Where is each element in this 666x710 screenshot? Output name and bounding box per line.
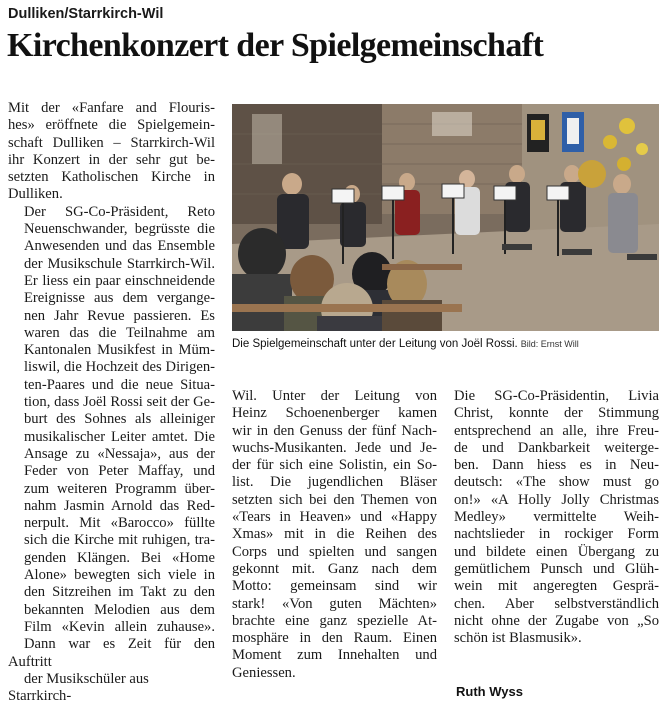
text-line: schön ist Blasmusik». — [454, 630, 582, 647]
text-line: list. Die jugendlichen Bläser — [232, 474, 437, 491]
text-line: ten-Paares und die neue Situa- — [24, 376, 215, 393]
text-line: Er liess ein paar einschneidende — [24, 272, 215, 289]
article-kicker: Dulliken/Starrkirch-Wil — [8, 6, 164, 22]
text-line: «Tears in Heaven» und «Happy — [232, 509, 437, 526]
text-line: de und Dankbarkeit weiterge- — [454, 439, 659, 456]
article-author: Ruth Wyss — [456, 684, 523, 699]
text-line: gemütlichem Punsch und Glüh- — [454, 560, 659, 577]
text-line: Mit der «Fanfare and Flouris- — [8, 100, 215, 116]
text-line: nicht ohne der Zugabe von „So — [454, 612, 659, 629]
text-line: chen. Aber selbstverständlich — [454, 595, 659, 612]
text-line: ihr Konzert in der sehr gut be- — [8, 151, 215, 168]
text-line: stark! «Von guten Mächten» — [232, 595, 437, 612]
text-line: Corps und spielten und sangen — [232, 543, 437, 560]
text-line: mosphäre in den Raum. Einen — [232, 630, 437, 647]
text-line: nahm Jasmin Arnold das Red- — [24, 497, 215, 514]
text-line: Xmas» mit in die Reihen des — [232, 526, 437, 543]
text-line: liswil, die Hochzeit des Dirigen- — [24, 359, 215, 376]
article-column-2 — [232, 388, 437, 682]
text-line: wein mit angeregten Gesprä- — [454, 578, 659, 595]
text-line: Film «Kevin allein zuhause». — [24, 618, 215, 635]
text-line: genden Klängen. Bei «Home — [24, 549, 215, 566]
text-line: wuchs-Musikanten. Jede und Je- — [232, 439, 437, 456]
article-column-1 — [8, 100, 215, 705]
caption-text: Die Spielgemeinschaft unter der Leitung von Joël Rossi. — [232, 338, 518, 350]
text-line: setzten sich bei den Themen von — [232, 491, 437, 508]
text-line: der für sich eine Solistin, ein So- — [232, 457, 437, 474]
photo-credit: Bild: Ernst Will — [520, 339, 579, 349]
text-line: deutsch: «The show must go — [454, 474, 659, 491]
text-line: setzten Katholischen Kirche in — [8, 169, 215, 186]
text-line: burt des Sohnes als alleiniger — [24, 411, 215, 428]
text-line: on!» «A Holly Jolly Christmas — [454, 491, 659, 508]
text-line: Dulliken. — [8, 186, 63, 203]
article-column-3 — [454, 388, 659, 647]
text-line: der Musikschüler aus Starrkirch- — [8, 670, 149, 705]
text-line: Christ, konnte der Stimmung — [454, 405, 659, 422]
text-line: den Sitzreihen im Takt zu den — [24, 584, 215, 601]
text-line: Moment zum Innehalten und — [232, 647, 437, 664]
text-line: Neuenschwander, begrüsste die — [24, 221, 215, 238]
text-line: gekonnt mit. Ganz nach dem — [232, 560, 437, 577]
text-line: bekannten Melodien aus dem — [24, 601, 215, 618]
text-line: nachtslieder in rockiger Form — [454, 526, 659, 543]
text-line: tion, dass Joël Rossi seit der Ge- — [24, 394, 215, 411]
text-line: Ereignisse aus dem vergange- — [24, 290, 215, 307]
text-line: Anwesenden und das Ensemble — [24, 238, 215, 255]
text-line: Kantonalen Musikfest in Müm- — [24, 342, 215, 359]
text-line: zum weiteren Programm über- — [24, 480, 215, 497]
text-line: Die SG-Co-Präsidentin, Livia — [454, 388, 659, 404]
text-line: sich die Kirche mit ruhigen, tra- — [24, 532, 215, 549]
text-line: schaft Dulliken – Starrkirch-Wil — [8, 134, 215, 151]
text-line: Wil. Unter der Leitung von — [232, 388, 437, 404]
text-line: Dann war es Zeit für den Auftritt — [8, 636, 215, 670]
text-line: entsprechend an alle, ihre Freu- — [454, 422, 659, 439]
text-line: musikalischer Leiter amtet. Die — [24, 428, 215, 445]
text-line: nerpult. Mit «Barocco» füllte — [24, 515, 215, 532]
paragraph-col3 — [454, 388, 659, 647]
text-line: Ansage zu «Nessaja», aus der — [24, 445, 215, 462]
text-line: hes» eröffnete die Spielgemein- — [8, 117, 215, 134]
text-line: der Musikschule Starrkirch-Wil. — [24, 255, 215, 272]
paragraph-body — [8, 204, 215, 706]
text-line: Heinz Schoenenberger kamen — [232, 405, 437, 422]
text-line: Medley» vermittelte Weih- — [454, 509, 659, 526]
photo-caption — [232, 338, 662, 350]
text-line: Motto: gemeinsam sind wir — [232, 578, 437, 595]
paragraph-intro — [8, 100, 215, 204]
text-line: waren das die Teilnahme am — [24, 324, 215, 341]
article-headline: Kirchenkonzert der Spielgemeinschaft — [7, 27, 544, 64]
text-line: Geniessen. — [232, 664, 296, 681]
text-line: ben. Dann hiess es in Neu- — [454, 457, 659, 474]
text-line: Feder von Peter Maffay, und — [24, 463, 215, 480]
text-line: wir in den Genuss der fünf Nach- — [232, 422, 437, 439]
paragraph-col2 — [232, 388, 437, 682]
text-line: nen Jahr Revue passieren. Es — [24, 307, 215, 324]
text-line: und bildete einen Übergang zu — [454, 543, 659, 560]
text-line: brachte eine ganz spezielle At- — [232, 612, 437, 629]
concert-photo — [232, 104, 659, 331]
text-line: Alone» bewegten sich viele in — [24, 567, 215, 584]
text-line: Der SG-Co-Präsident, Reto — [24, 203, 215, 220]
